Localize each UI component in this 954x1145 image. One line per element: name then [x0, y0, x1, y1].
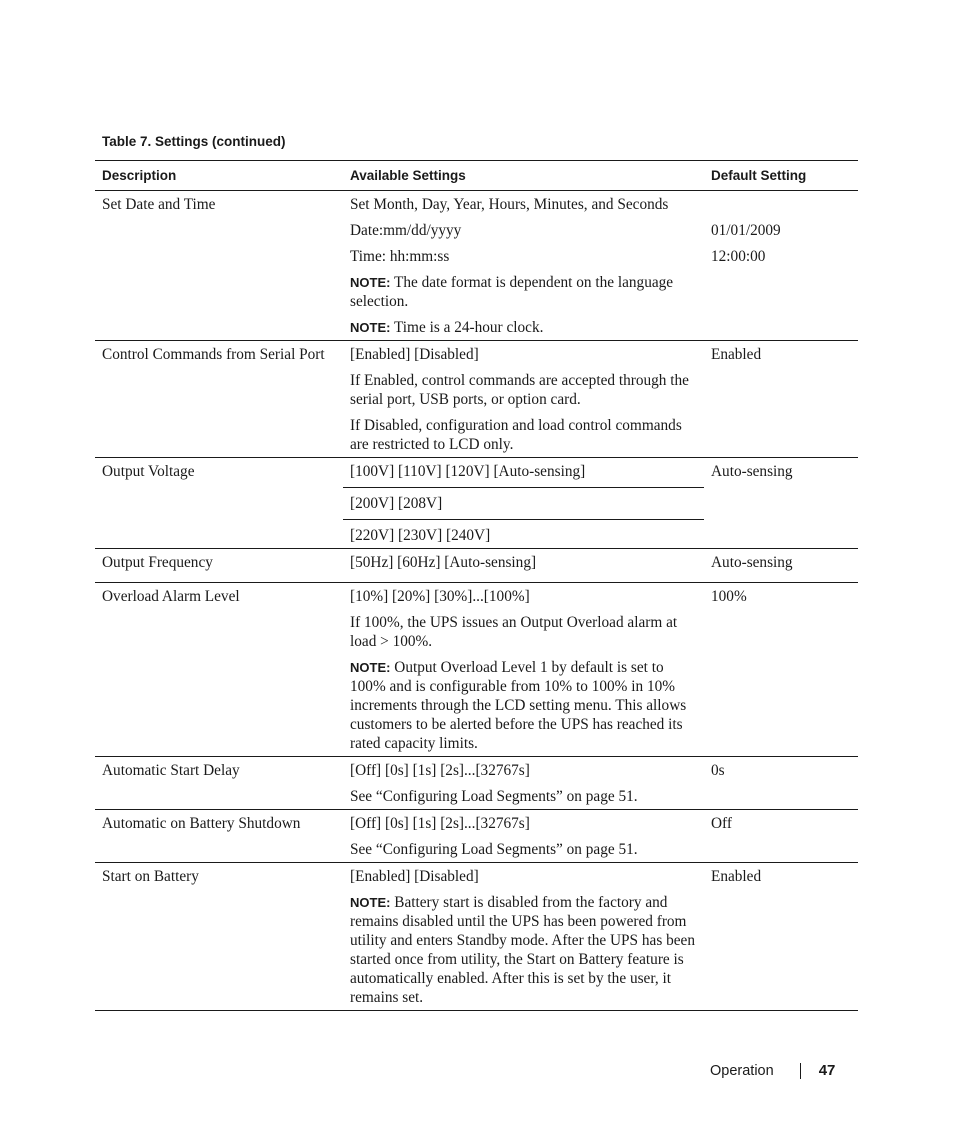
- description-cell: Set Date and Time: [102, 196, 216, 213]
- table-row: [95, 583, 858, 756]
- setting-text: Set Month, Day, Year, Hours, Minutes, and Seconds: [350, 196, 669, 213]
- default-setting-cell: [704, 757, 858, 809]
- footer-section-name: Operation: [710, 1062, 774, 1079]
- page-footer: [710, 1062, 835, 1079]
- table-caption: Table 7. Settings (continued): [102, 134, 286, 149]
- description-cell: Output Frequency: [102, 554, 213, 571]
- note-text: Battery start is disabled from the factory and remains disabled until the UPS has been powered from utility and enters Standby mode. After the UPS has been started once from utility, the Start on Battery feature is automatically enabled. After this is set by the user, it remains set.: [350, 894, 695, 1006]
- setting-option: [200V] [208V]: [350, 495, 443, 512]
- note-label: NOTE:: [350, 895, 391, 910]
- note-label: NOTE:: [350, 320, 391, 335]
- setting-text: [Off] [0s] [1s] [2s]...[32767s]: [350, 762, 530, 779]
- setting-text: If 100%, the UPS issues an Output Overload alarm at load > 100%.: [350, 614, 678, 650]
- header-default-setting: Default Setting: [711, 168, 807, 183]
- available-settings-cell: [343, 810, 704, 862]
- setting-text: [50Hz] [60Hz] [Auto-sensing]: [350, 554, 537, 571]
- default-setting-cell: [704, 810, 858, 862]
- default-value: Auto-sensing: [711, 554, 793, 571]
- header-description: Description: [102, 168, 177, 183]
- default-value: 0s: [711, 762, 725, 779]
- setting-text: If Disabled, configuration and load control commands are restricted to LCD only.: [350, 417, 682, 453]
- cell-divider: [343, 519, 704, 520]
- table-row: [95, 757, 858, 809]
- row-rule: [95, 1010, 858, 1011]
- table-row: [95, 549, 858, 582]
- note-paragraph: [350, 658, 696, 753]
- description-cell: Automatic on Battery Shutdown: [102, 815, 301, 832]
- setting-text: See “Configuring Load Segments” on page 51.: [350, 788, 638, 805]
- page-number: 47: [818, 1062, 836, 1079]
- setting-text: [Enabled] [Disabled]: [350, 346, 479, 363]
- note-paragraph: [350, 273, 696, 311]
- cell-divider: [343, 487, 704, 488]
- available-settings-cell: [343, 458, 704, 548]
- setting-option: [100V] [110V] [120V] [Auto-sensing]: [350, 463, 586, 480]
- default-value: 12:00:00: [711, 248, 766, 265]
- default-value: Enabled: [711, 868, 762, 885]
- note-label: NOTE:: [350, 660, 391, 675]
- available-settings-cell: [343, 341, 704, 457]
- default-value: [711, 195, 858, 214]
- default-value: Auto-sensing: [711, 463, 793, 480]
- table-row: [95, 191, 858, 340]
- setting-text: See “Configuring Load Segments” on page 51.: [350, 841, 638, 858]
- setting-option: [220V] [230V] [240V]: [350, 527, 491, 544]
- setting-text: Time: hh:mm:ss: [350, 248, 450, 265]
- table-row: [95, 863, 858, 1010]
- note-text: The date format is dependent on the language selection.: [350, 274, 674, 310]
- description-cell: Start on Battery: [102, 868, 199, 885]
- table-row: [95, 458, 858, 548]
- default-value: 100%: [711, 588, 747, 605]
- description-cell: Output Voltage: [102, 463, 195, 480]
- default-setting-cell: [704, 549, 858, 582]
- default-setting-cell: [704, 341, 858, 457]
- table-row: [95, 341, 858, 457]
- default-setting-cell: [704, 863, 858, 1010]
- default-value: 01/01/2009: [711, 222, 781, 239]
- default-setting-cell: [704, 583, 858, 756]
- available-settings-cell: [343, 863, 704, 1010]
- note-paragraph: [350, 893, 696, 1007]
- default-value: Off: [711, 815, 732, 832]
- note-paragraph: [350, 318, 696, 337]
- setting-text: [Enabled] [Disabled]: [350, 868, 479, 885]
- available-settings-cell: [343, 549, 704, 582]
- note-text: Output Overload Level 1 by default is set to 100% and is configurable from 10% to 100% in 10% increments through the LCD setting menu. This allows customers to be alerted before the UPS has reached its rated capacity limits.: [350, 659, 687, 752]
- description-cell: Automatic Start Delay: [102, 762, 240, 779]
- default-setting-cell: [704, 458, 858, 548]
- table-body: [95, 191, 858, 1011]
- note-text: Time is a 24-hour clock.: [390, 319, 544, 336]
- description-cell: Control Commands from Serial Port: [102, 346, 325, 363]
- setting-text: If Enabled, control commands are accepted through the serial port, USB ports, or option card.: [350, 372, 689, 408]
- default-value: Enabled: [711, 346, 762, 363]
- default-setting-cell: [704, 191, 858, 340]
- footer-separator: [800, 1063, 801, 1079]
- setting-text: Date:mm/dd/yyyy: [350, 222, 462, 239]
- setting-text: [Off] [0s] [1s] [2s]...[32767s]: [350, 815, 530, 832]
- note-label: NOTE:: [350, 275, 391, 290]
- header-available-settings: Available Settings: [350, 168, 466, 183]
- setting-text: [10%] [20%] [30%]...[100%]: [350, 588, 530, 605]
- available-settings-cell: [343, 757, 704, 809]
- available-settings-cell: [343, 583, 704, 756]
- settings-table: [95, 160, 858, 1011]
- table-header-row: [95, 161, 858, 190]
- available-settings-cell: [343, 191, 704, 340]
- table-row: [95, 810, 858, 862]
- description-cell: Overload Alarm Level: [102, 588, 240, 605]
